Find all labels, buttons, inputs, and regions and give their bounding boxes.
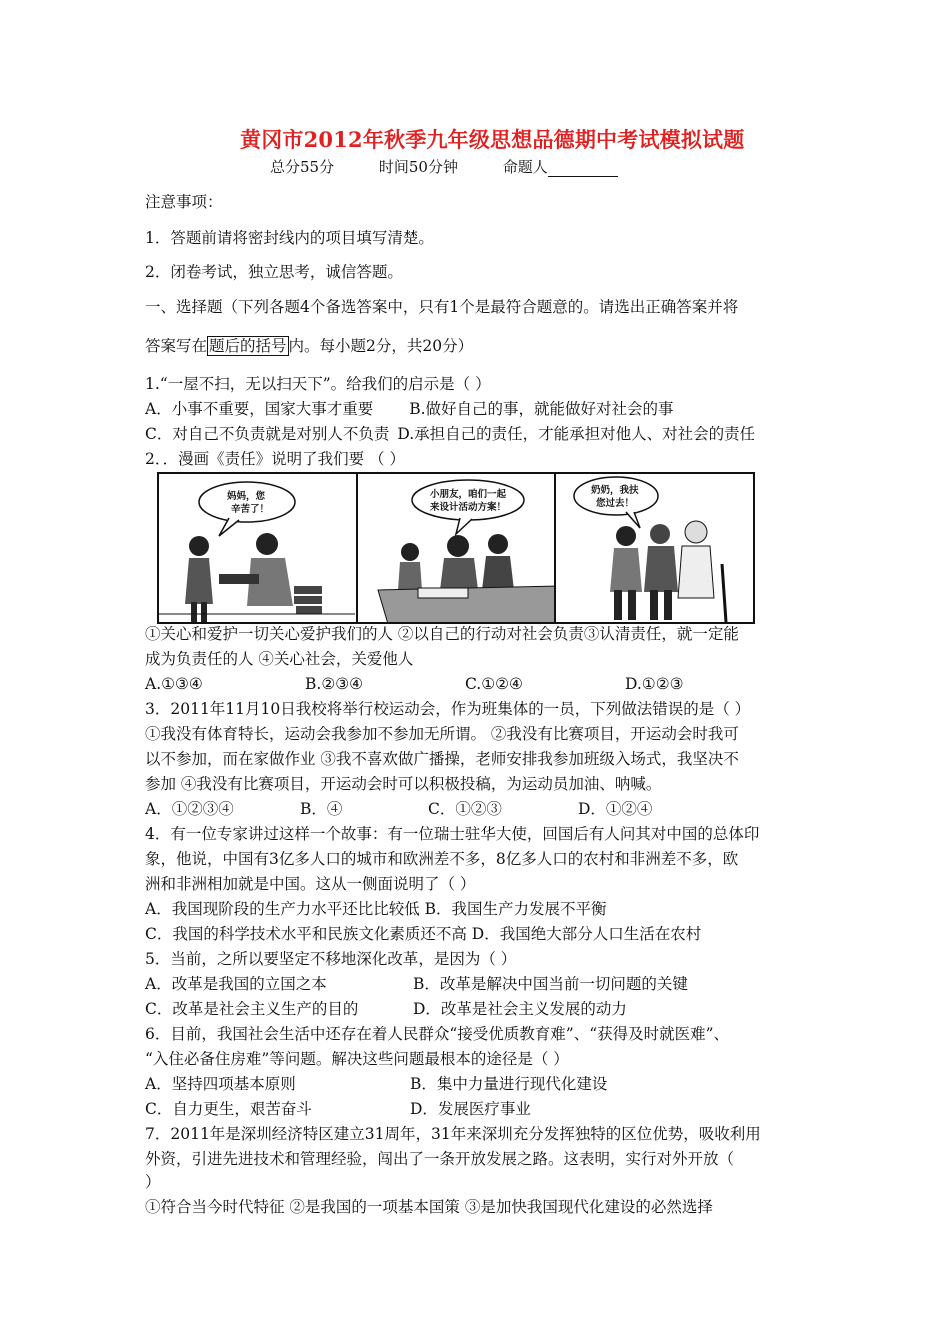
mother-head: [256, 533, 278, 555]
comic-panel-3: [556, 474, 753, 622]
q2-opt-a: A.①③④: [145, 675, 203, 693]
q6-opt-d: D．发展医疗事业: [410, 1100, 531, 1118]
q2-stem: 2．．漫画《责任》说明了我们要 （ ）: [145, 450, 405, 468]
total-score: 总分55分: [270, 158, 335, 176]
q7-line2: 外资，引进先进技术和管理经验，闯出了一条开放发展之路。这表明，实行对外开放（: [145, 1150, 735, 1168]
notes-heading: 注意事项：: [145, 193, 223, 211]
q1-options-cd: [145, 424, 755, 444]
bubble-2-line-b: 来设计活动方案！: [429, 502, 506, 513]
q1-opt-a: A．小事不重要，国家大事才重要: [145, 400, 374, 418]
comic-panel-2: [358, 474, 557, 622]
q5-opt-c: C．改革是社会主义生产的目的: [145, 1000, 359, 1018]
bubble-1-line-b: 辛苦了！: [231, 504, 270, 515]
bubble-1-line-a: 妈妈，您: [227, 491, 266, 502]
child-head: [189, 536, 209, 556]
q2-opt-c: C.①②④: [465, 675, 523, 693]
q6-opt-c: C．自力更生，艰苦奋斗: [145, 1100, 312, 1118]
q5-opt-b: B．改革是解决中国当前一切问题的关键: [413, 975, 688, 993]
q6-opt-a: A．坚持四项基本原则: [145, 1075, 296, 1093]
q6-line2: “入住必备住房难”等问题。解决这些问题最根本的途径是（ ）: [145, 1050, 569, 1068]
q4-line2: 象，他说，中国有3亿多人口的城市和欧洲差不多，8亿多人口的农村和非洲差不多，欧: [145, 850, 739, 868]
q4-options-ab: A．我国现阶段的生产力水平还比比较低 B．我国生产力发展不平衡: [145, 900, 607, 918]
q2-statements-line2: 成为负责任的人 ④关心社会，关爱他人: [145, 650, 414, 668]
boxed-text: 题后的括号: [209, 337, 287, 355]
q4-line1: 4．有一位专家讲过这样一个故事：有一位瑞士驻华大使，回国后有人问其对中国的总体印: [145, 825, 760, 843]
q6-opt-b: B．集中力量进行现代化建设: [410, 1075, 608, 1093]
note-item-1: 1．答题前请将密封线内的项目填写清楚。: [145, 229, 434, 247]
exam-time: 时间50分钟: [378, 158, 458, 176]
q1-stem: 1.“一屋不扫，无以扫天下”。给我们的启示是（ ）: [145, 375, 491, 393]
q3-opt-a: A．①②③④: [145, 800, 234, 818]
q3-line2: ①我没有体育特长，运动会我参加不参加无所谓。 ②我没有比赛项目，开运动会时我可: [145, 725, 739, 743]
q7-line3: ）: [145, 1173, 161, 1191]
q6-options-cd: [145, 1099, 531, 1119]
q3-line3: 以不参加，而在家做作业 ③我不喜欢做广播操，老师安排我参加班级入场式，我坚决不: [145, 750, 739, 768]
q5-options-ab: [145, 974, 688, 994]
author-label: 命题人: [503, 158, 658, 176]
q5-opt-a: A．改革是我国的立国之本: [145, 975, 327, 993]
q1-opt-c: C．对自己不负责就是对别人不负责: [145, 425, 390, 443]
q5-opt-d: D．改革是社会主义发展的动力: [413, 1000, 627, 1018]
q3-opt-d: D．①②④: [578, 800, 653, 818]
comic-panel-1: [159, 474, 358, 622]
q2-statements-line1: ①关心和爱护一切关心爱护我们的人 ②以自己的行动对社会负责③认清责任，就一定能: [145, 625, 739, 643]
q2-opt-d: D.①②③: [625, 675, 684, 693]
section1-line1: 一、选择题（下列各题4个备选答案中，只有1个是最符合题意的。请选出正确答案并将: [145, 298, 739, 316]
q3-opt-c: C．①②③: [428, 800, 502, 818]
bubble-2-line-a: 小朋友，咱们一起: [429, 489, 506, 500]
section1-line2-pre: 答案写在: [145, 337, 208, 355]
q3-line1: 3．2011年11月10日我校将举行校运动会，作为班集体的一员，下列做法错误的是（ ）: [145, 700, 751, 718]
note-item-2: 2．闭卷考试，独立思考，诚信答题。: [145, 263, 403, 281]
q2-opt-b: B.②③④: [305, 675, 364, 693]
q5-options-cd: [145, 999, 627, 1019]
q7-line1: 7．2011年是深圳经济特区建立31周年，31年来深圳充分发挥独特的区位优势，吸收利用: [145, 1125, 761, 1143]
q1-opt-d: D.承担自己的责任，才能承担对他人、对社会的责任: [397, 425, 756, 443]
exam-title: 黄冈市2012年秋季九年级思想品德期中考试模拟试题: [240, 127, 745, 152]
comic-responsibility: [157, 472, 755, 624]
q3-opt-b: B．④: [300, 800, 343, 818]
bubble-3-line-a: 奶奶，我扶: [591, 485, 639, 496]
q4-line3: 洲和非洲相加就是中国。这从一侧面说明了（ ）: [145, 875, 476, 893]
q3-line4: 参加 ④我没有比赛项目，开运动会时可以积极投稿，为运动员加油、呐喊。: [145, 775, 662, 793]
q3-options: [145, 799, 652, 819]
q2-options: [145, 674, 684, 694]
q1-opt-b: B.做好自己的事，就能做好对社会的事: [409, 400, 674, 418]
section1-line2-post: 内。每小题2分，共20分）: [288, 337, 474, 355]
q5-stem: 5．当前，之所以要坚定不移地深化改革，是因为（ ）: [145, 950, 517, 968]
author-blank: [548, 162, 618, 177]
q6-line1: 6．目前，我国社会生活中还存在着人民群众“接受优质教育难”、“获得及时就医难”、: [145, 1025, 730, 1043]
exam-subtitle: [270, 156, 698, 177]
q7-line4: ①符合当今时代特征 ②是我国的一项基本国策 ③是加快我国现代化建设的必然选择: [145, 1198, 713, 1216]
q1-options-ab: [145, 399, 674, 419]
q4-options-cd: C．我国的科学技术水平和民族文化素质还不高 D．我国绝大部分人口生活在农村: [145, 925, 702, 943]
section1-line2: [145, 336, 473, 356]
q6-options-ab: [145, 1074, 607, 1094]
bubble-3-line-b: 您过去！: [596, 498, 635, 509]
